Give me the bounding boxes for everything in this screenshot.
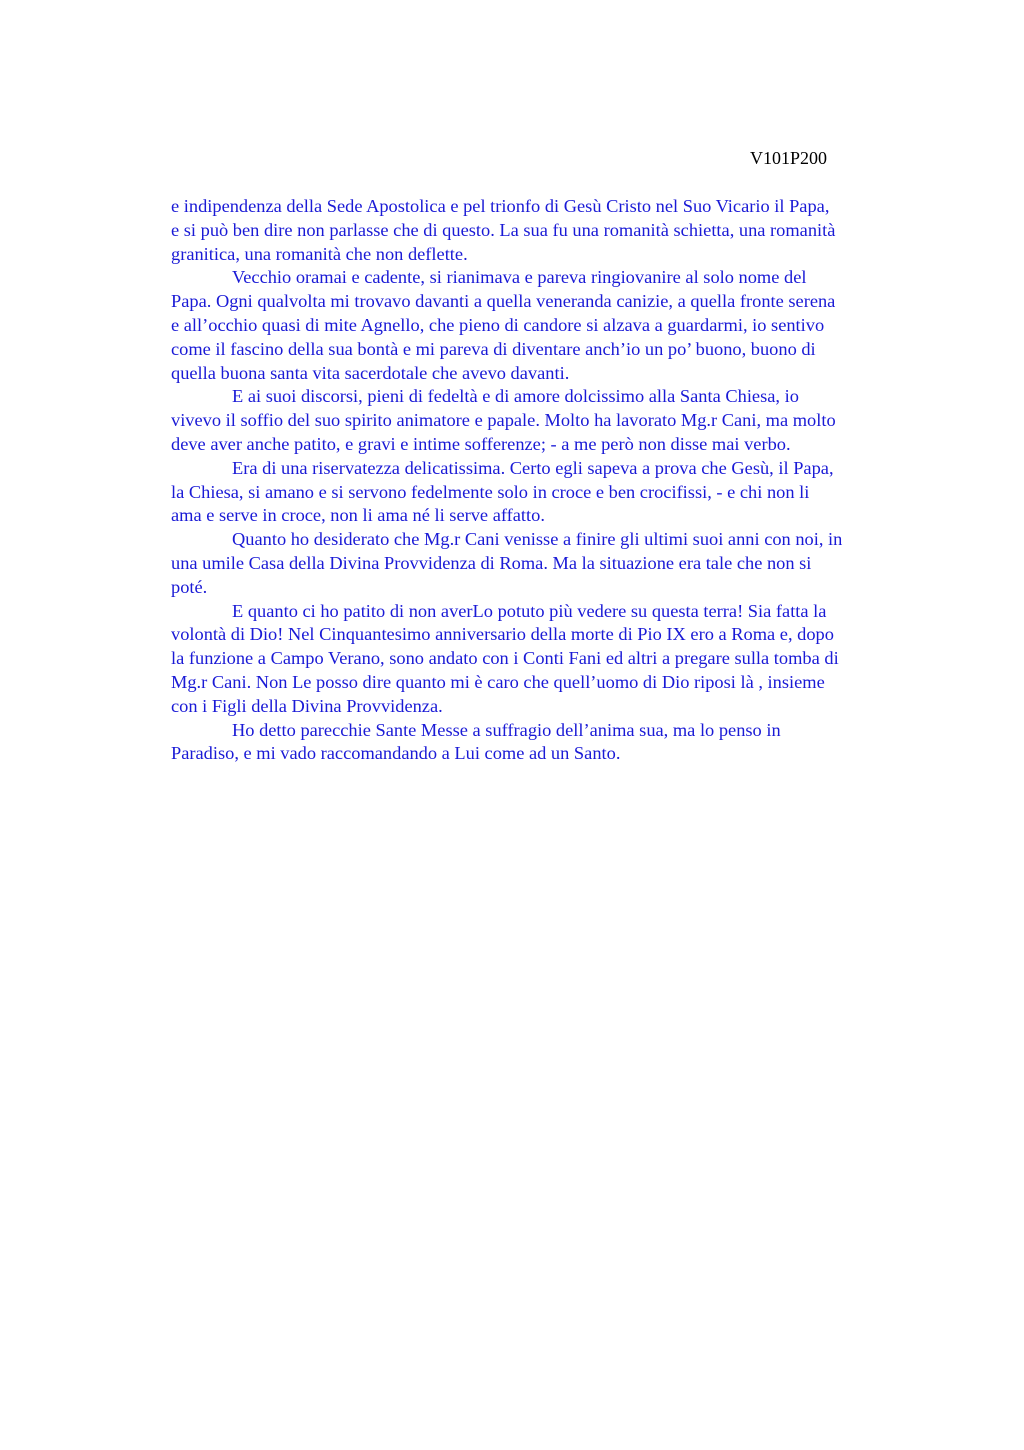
text-line: Paradiso, e mi vado raccomandando a Lui come ad un Santo. — [171, 743, 621, 764]
text-line: e indipendenza della Sede Apostolica e pel trionfo di Gesù Cristo nel Suo Vicario il Papa, — [171, 196, 830, 216]
letter-body — [171, 195, 931, 766]
text-line: E ai suoi discorsi, pieni di fedeltà e di amore dolcissimo alla Santa Chiesa, io — [232, 386, 799, 407]
page-reference: V101P200 — [750, 148, 828, 168]
text-line: la funzione a Campo Verano, sono andato con i Conti Fani ed altri a pregare sulla tomba di — [171, 648, 839, 669]
text-line: Quanto ho desiderato che Mg.r Cani venisse a finire gli ultimi suoi anni con noi, in — [232, 529, 843, 550]
text-line: E quanto ci ho patito di non averLo potuto più vedere su questa terra! Sia fatta la — [232, 600, 827, 621]
text-line: Vecchio oramai e cadente, si rianimava e pareva ringiovanire al solo nome del — [232, 267, 807, 288]
text-line: Era di una riservatezza delicatissima. Certo egli sapeva a prova che Gesù, il Papa, — [232, 457, 834, 478]
text-line: una umile Casa della Divina Provvidenza di Roma. Ma la situazione era tale che non si — [171, 552, 812, 573]
text-line: ama e serve in croce, non li ama né li serve affatto. — [171, 505, 545, 526]
text-line: e all’occhio quasi di mite Agnello, che pieno di candore si alzava a guardarmi, io sentivo — [171, 314, 825, 335]
text-line: Mg.r Cani. Non Le posso dire quanto mi è caro che quell’uomo di Dio riposi là , insieme — [171, 671, 825, 692]
text-line: Ho detto parecchie Sante Messe a suffragio dell’anima sua, ma lo penso in — [232, 719, 781, 740]
text-line: deve aver anche patito, e gravi e intime sofferenze; - a me però non disse mai verbo. — [171, 433, 791, 454]
text-line: la Chiesa, si amano e si servono fedelmente solo in croce e ben crocifissi, - e chi non li — [171, 481, 810, 502]
text-line: volontà di Dio! Nel Cinquantesimo anniversario della morte di Pio IX ero a Roma e, dopo — [171, 624, 834, 645]
text-line: quella buona santa vita sacerdotale che avevo davanti. — [171, 362, 570, 383]
text-line: come il fascino della sua bontà e mi pareva di diventare anch’io un po’ buono, buono di — [171, 338, 816, 359]
text-line: granitica, una romanità che non deflette. — [171, 243, 468, 264]
text-line: con i Figli della Divina Provvidenza. — [171, 695, 443, 716]
text-line: e si può ben dire non parlasse che di questo. La sua fu una romanità schietta, una romanità — [171, 219, 836, 240]
text-line: poté. — [171, 576, 208, 597]
text-line: Papa. Ogni qualvolta mi trovavo davanti a quella veneranda canizie, a quella fronte serena — [171, 291, 836, 312]
text-line: vivevo il soffio del suo spirito animatore e papale. Molto ha lavorato Mg.r Cani, ma molto — [171, 410, 836, 431]
